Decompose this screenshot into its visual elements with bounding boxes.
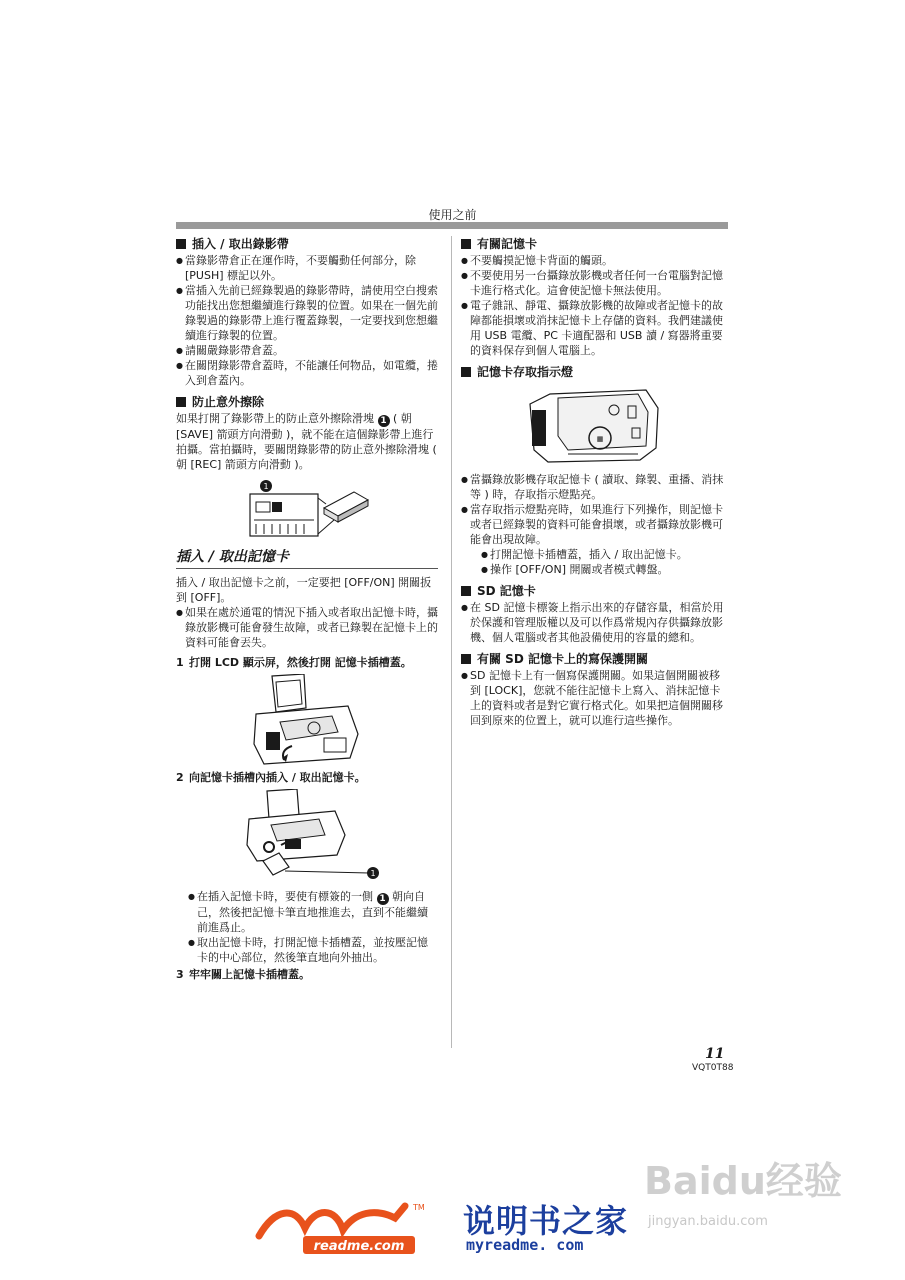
header-rule [176,222,728,229]
page-header-title: 使用之前 [428,208,477,222]
left-column [176,236,438,984]
page-number: 11 [705,1046,725,1062]
step-3: 3 牢牢關上記憶卡插槽蓋。 [176,968,310,981]
callout-marker-icon: 1 [378,415,390,427]
section-heading-cassette: 插入 / 取出錄影帶 [176,236,438,252]
logo-tm: TM [413,1203,425,1212]
bullet-item: ● SD 記憶卡上有一個寫保護開關。如果這個開關被移到 [LOCK]，您就不能往記憶卡上寫入、消抹記憶卡上的資料或者是對它實行格式化。如果把這個開關移回到原來的位置上，就可以進行這些操作。 [461,668,727,728]
section-heading-write-protect: 有關 SD 記憶卡上的寫保護開關 [461,651,727,667]
svg-text:▦: ▦ [596,435,604,443]
bullet-item: ● 當攝錄放影機存取記憶卡 ( 讀取、錄製、重播、消抹等 ) 時，存取指示燈點亮。 [461,472,727,502]
svg-text:1: 1 [263,482,269,491]
square-bullet-icon [461,239,471,249]
logo-text: readme.com [313,1239,405,1254]
bullet-item: ● 當存取指示燈點亮時，如果進行下列操作，則記憶卡或者已經錄製的資料可能會損壞，或者攝錄放影機可能會出現故障。 [461,502,727,547]
cassette-tab-illustration [242,478,372,540]
site-name-cn: 说明书之家 [463,1202,629,1240]
site-url: myreadme. com [466,1236,584,1254]
bullet-item: ● 在插入記憶卡時，要使有標簽的一側 1 朝向自己，然後把記憶卡筆直地推進去，直到不能繼續前進爲止。 [188,889,438,935]
section-heading-access-lamp: 記憶卡存取指示燈 [461,364,727,380]
access-lamp-illustration [528,388,660,464]
model-code: VQT0T88 [692,1063,734,1073]
bullet-item: ● 當錄影帶倉正在運作時，不要觸動任何部分，除 [PUSH] 標記以外。 [176,253,438,283]
section-heading-memory-card: 插入 / 取出記憶卡 [176,548,438,569]
bullet-item: ● 不要觸摸記憶卡背面的觸頭。 [461,253,727,268]
square-bullet-icon [461,367,471,377]
section-heading-erase-protect: 防止意外擦除 [176,394,438,410]
bullet-item: ● 在關閉錄影帶倉蓋時，不能讓任何物品，如電纜，捲入到倉蓋內。 [176,358,438,388]
watermark-url: jingyan.baidu.com [648,1214,768,1229]
open-lcd-illustration [252,674,362,766]
bullet-item: ● 電子雜訊、靜電、攝錄放影機的故障或者記憶卡的故障都能損壞或消抹記憶卡上存儲的資料。我們建議使用 USB 電纜、PC 卡適配器和 USB 讀 / 寫器將重要的資料保存到個人電腦上。 [461,298,727,358]
insert-card-illustration [227,789,387,885]
bullet-item: ● 在 SD 記憶卡標簽上指示出來的存儲容量，相當於用於保護和管理版權以及可以作爲常規內存供攝錄放影機、個人電腦或者其他設備使用的容量的總和。 [461,600,727,645]
paragraph: 如果打開了錄影帶上的防止意外擦除滑塊 1 ( 朝 [SAVE] 箭頭方向滑動 )，就不能在這個錄影帶上進行拍攝。當拍攝時，要關閉錄影帶的防止意外擦除滑塊 ( 朝 [REC] 箭頭方向滑動 )。 [176,412,437,471]
bullet-item: ● 請關嚴錄影帶倉蓋。 [176,343,438,358]
square-bullet-icon [176,239,186,249]
bullet-item: ● 如果在處於通電的情況下插入或者取出記憶卡時，攝錄放影機可能會發生故障，或者已錄製在記憶卡上的資料可能會丟失。 [176,605,438,650]
baidu-watermark: Baidu经验 [644,1159,842,1203]
step-1: 1 打開 LCD 顯示屏，然後打開 記憶卡插槽蓋。 [176,656,412,669]
square-bullet-icon [461,586,471,596]
bullet-item: ● 不要使用另一台攝錄放影機或者任何一台電腦對記憶卡進行格式化。這會使記憶卡無法使用。 [461,268,727,298]
column-divider [451,236,452,1048]
section-heading-about-card: 有關記憶卡 [461,236,727,252]
readme-logo [255,1198,435,1260]
right-column [461,236,727,728]
bullet-item: ● 當插入先前已經錄製過的錄影帶時，請使用空白搜索功能找出您想繼續進行錄製的位置。如果在一個先前錄製過的錄影帶上進行覆蓋錄製，一定要找到您想繼續進行錄製的位置。 [176,283,438,343]
section-heading-sd-card: SD 記憶卡 [461,583,727,599]
svg-text:1: 1 [370,869,376,878]
sub-bullet-item: ● 操作 [OFF/ON] 開關或者模式轉盤。 [481,562,727,577]
sub-bullet-item: ● 打開記憶卡插槽蓋，插入 / 取出記憶卡。 [481,547,727,562]
bullet-item: ● 取出記憶卡時，打開記憶卡插槽蓋，並按壓記憶卡的中心部位，然後筆直地向外抽出。 [188,935,438,965]
paragraph: 插入 / 取出記憶卡之前，一定要把 [OFF/ON] 開關扳到 [OFF]。 [176,576,432,604]
square-bullet-icon [461,654,471,664]
square-bullet-icon [176,397,186,407]
callout-marker-icon: 1 [377,893,389,905]
step-2: 2 向記憶卡插槽內插入 / 取出記憶卡。 [176,771,366,784]
